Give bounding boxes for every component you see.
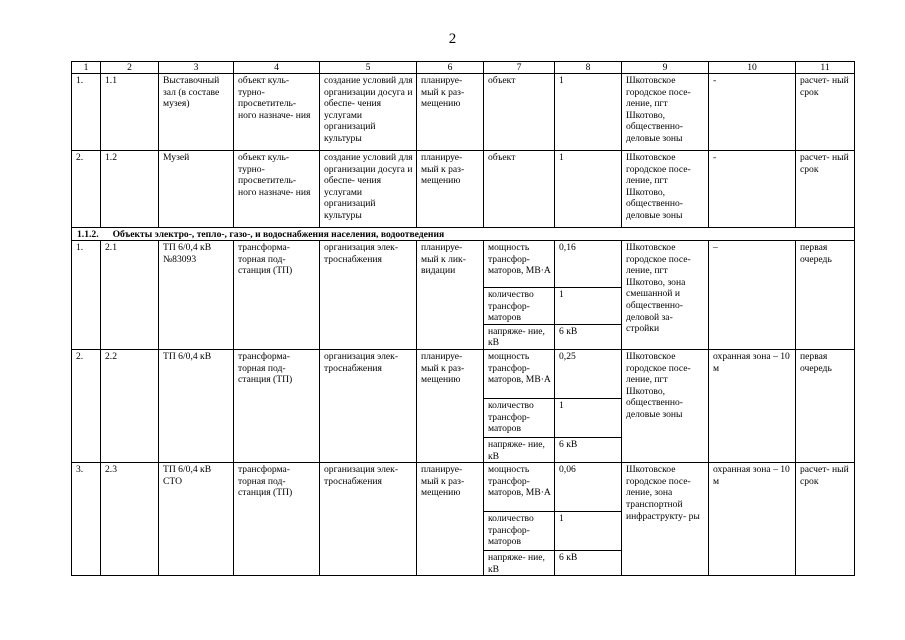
object-status: планируе- мый к лик- видации xyxy=(417,241,484,350)
object-location: Шкотовское городское посе- ление, пгт Шкотово, общественно- деловые зоны xyxy=(622,151,709,228)
object-type: трансформа- торная под- станция (ТП) xyxy=(234,349,320,462)
row-number: 3. xyxy=(72,463,101,576)
param-label: напряже- ние, кВ xyxy=(484,551,555,576)
object-location: Шкотовское городское посе- ление, пгт Шкотово, общественно- деловые зоны xyxy=(622,349,709,462)
protection-zone: охранная зона – 10 м xyxy=(709,349,796,462)
row-number: 2. xyxy=(72,349,101,462)
object-type: объект куль- турно- просветитель- ного назначе- ния xyxy=(234,74,320,151)
object-code: 2.1 xyxy=(101,241,159,350)
param-value: 0,16 xyxy=(555,241,622,288)
table-row xyxy=(72,151,855,228)
param-label: объект xyxy=(484,74,555,151)
implementation-term: первая очередь xyxy=(796,241,855,350)
param-label: напряже- ние, кВ xyxy=(484,437,555,462)
object-code: 2.3 xyxy=(101,463,159,576)
header-cell: 2 xyxy=(101,62,159,74)
param-label: мощность трансфор- маторов, МВ·А xyxy=(484,463,555,512)
section-number: 1.1.2. xyxy=(77,229,99,240)
protection-zone: охранная зона – 10 м xyxy=(709,463,796,576)
implementation-term: первая очередь xyxy=(796,349,855,462)
param-value: 1 xyxy=(555,512,622,551)
implementation-term: расчет- ный срок xyxy=(796,151,855,228)
header-cell: 9 xyxy=(622,62,709,74)
object-name: ТП 6/0,4 кВ СТО xyxy=(159,463,234,576)
param-value: 0,06 xyxy=(555,463,622,512)
row-number: 2. xyxy=(72,151,101,228)
object-type: трансформа- торная под- станция (ТП) xyxy=(234,463,320,576)
param-label: напряже- ние, кВ xyxy=(484,324,555,349)
param-value: 1 xyxy=(555,288,622,325)
header-cell: 3 xyxy=(159,62,234,74)
param-label: количество трансфор- маторов xyxy=(484,398,555,437)
protection-zone: - xyxy=(709,74,796,151)
object-name: Выставочный зал (в составе музея) xyxy=(159,74,234,151)
table-row xyxy=(72,74,855,151)
object-type: объект куль- турно- просветитель- ного назначе- ния xyxy=(234,151,320,228)
object-name: Музей xyxy=(159,151,234,228)
object-type: трансформа- торная под- станция (ТП) xyxy=(234,241,320,350)
object-status: планируе- мый к раз- мещению xyxy=(417,349,484,462)
param-value: 1 xyxy=(555,74,622,151)
implementation-term: расчет- ный срок xyxy=(796,463,855,576)
protection-zone: – xyxy=(709,241,796,350)
object-code: 1.1 xyxy=(101,74,159,151)
param-value: 6 кВ xyxy=(555,324,622,349)
header-cell: 8 xyxy=(555,62,622,74)
header-cell: 5 xyxy=(320,62,417,74)
objects-table xyxy=(71,61,855,576)
param-value: 1 xyxy=(555,151,622,228)
param-label: мощность трансфор- маторов, МВ·А xyxy=(484,349,555,398)
object-name: ТП 6/0,4 кВ xyxy=(159,349,234,462)
header-cell: 4 xyxy=(234,62,320,74)
object-location: Шкотовское городское посе- ление, зона транспортной инфраструкту- ры xyxy=(622,463,709,576)
object-location: Шкотовское городское посе- ление, пгт Шкотово, зона смешанной и общественно- деловой за- стройки xyxy=(622,241,709,350)
header-cell: 7 xyxy=(484,62,555,74)
object-name: ТП 6/0,4 кВ №83093 xyxy=(159,241,234,350)
header-cell: 6 xyxy=(417,62,484,74)
object-status: планируе- мый к раз- мещению xyxy=(417,463,484,576)
object-purpose: создание условий для организации досуга и обеспе- чения услугами организаций культуры xyxy=(320,151,417,228)
param-label: количество трансфор- маторов xyxy=(484,512,555,551)
protection-zone: - xyxy=(709,151,796,228)
table-row xyxy=(72,349,855,398)
object-location: Шкотовское городское посе- ление, пгт Шкотово, общественно- деловые зоны xyxy=(622,74,709,151)
row-number: 1. xyxy=(72,74,101,151)
page-number: 2 xyxy=(448,31,457,47)
object-purpose: организация элек- троснабжения xyxy=(320,241,417,350)
row-number: 1. xyxy=(72,241,101,350)
section-heading xyxy=(72,228,855,241)
param-value: 0,25 xyxy=(555,349,622,398)
param-label: количество трансфор- маторов xyxy=(484,288,555,325)
param-value: 6 кВ xyxy=(555,437,622,462)
table-row xyxy=(72,241,855,288)
section-title: Объекты электро-, тепло-, газо-, и водоснабжения населения, водоотведения xyxy=(112,229,445,240)
object-purpose: создание условий для организации досуга и обеспе- чения услугами организаций культуры xyxy=(320,74,417,151)
param-label: объект xyxy=(484,151,555,228)
table-row xyxy=(72,463,855,512)
object-purpose: организация элек- троснабжения xyxy=(320,349,417,462)
implementation-term: расчет- ный срок xyxy=(796,74,855,151)
param-value: 1 xyxy=(555,398,622,437)
object-code: 2.2 xyxy=(101,349,159,462)
header-cell: 10 xyxy=(709,62,796,74)
object-status: планируе- мый к раз- мещению xyxy=(417,74,484,151)
header-cell: 1 xyxy=(72,62,101,74)
column-number-row xyxy=(72,62,855,74)
header-cell: 11 xyxy=(796,62,855,74)
param-value: 6 кВ xyxy=(555,551,622,576)
object-status: планируе- мый к раз- мещению xyxy=(417,151,484,228)
param-label: мощность трансфор- маторов, МВ·А xyxy=(484,241,555,288)
object-purpose: организация элек- троснабжения xyxy=(320,463,417,576)
object-code: 1.2 xyxy=(101,151,159,228)
section-row xyxy=(72,228,855,241)
